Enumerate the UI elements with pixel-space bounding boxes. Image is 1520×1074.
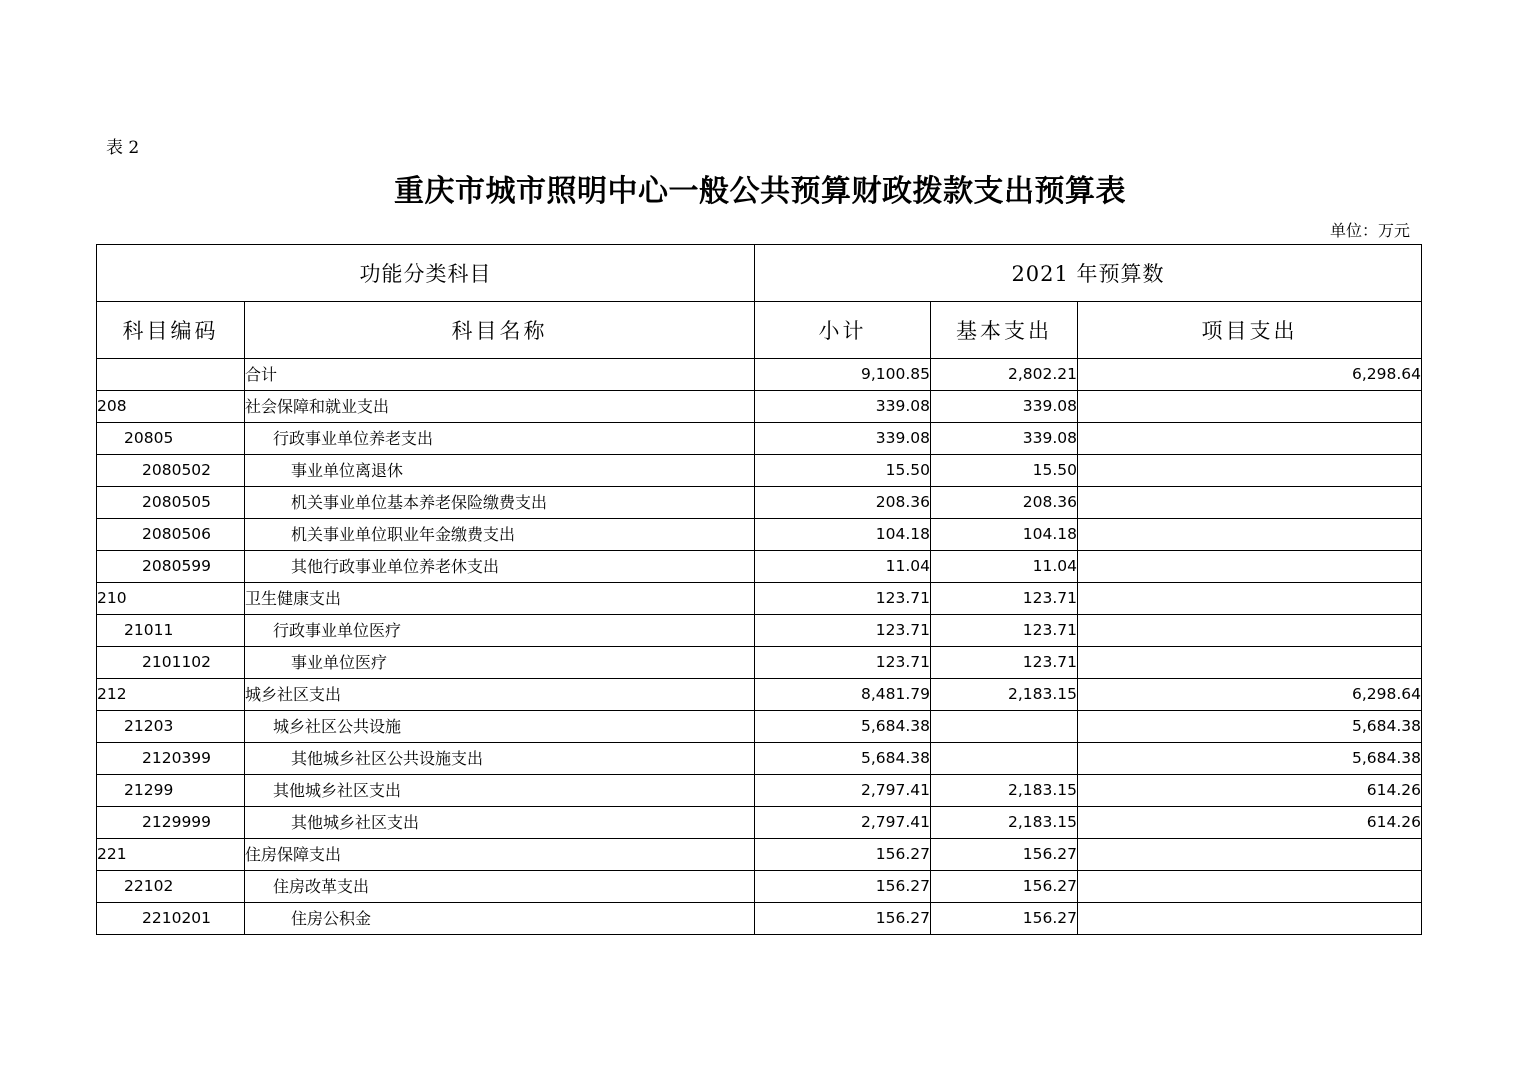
row-code: 221	[97, 839, 245, 871]
table-body	[97, 359, 1422, 935]
row-code: 21203	[97, 711, 245, 743]
row-name: 其他城乡社区支出	[245, 775, 755, 807]
row-project	[1078, 615, 1422, 647]
row-basic: 208.36	[931, 487, 1078, 519]
row-name: 社会保障和就业支出	[245, 391, 755, 423]
table-row	[97, 519, 1422, 551]
row-basic	[931, 711, 1078, 743]
header-row-group	[97, 245, 1422, 302]
header-row-columns	[97, 302, 1422, 359]
row-name: 卫生健康支出	[245, 583, 755, 615]
row-subtotal: 339.08	[755, 423, 931, 455]
table-row	[97, 583, 1422, 615]
row-subtotal: 156.27	[755, 871, 931, 903]
row-project: 5,684.38	[1078, 711, 1422, 743]
row-name: 其他城乡社区公共设施支出	[245, 743, 755, 775]
row-code: 2080599	[97, 551, 245, 583]
row-project	[1078, 903, 1422, 935]
row-basic: 15.50	[931, 455, 1078, 487]
row-basic: 339.08	[931, 391, 1078, 423]
row-project	[1078, 519, 1422, 551]
row-code: 21011	[97, 615, 245, 647]
row-subtotal: 11.04	[755, 551, 931, 583]
table-row	[97, 647, 1422, 679]
row-project	[1078, 839, 1422, 871]
table-row	[97, 679, 1422, 711]
row-subtotal: 156.27	[755, 839, 931, 871]
row-project	[1078, 583, 1422, 615]
row-name: 事业单位医疗	[245, 647, 755, 679]
row-name: 住房保障支出	[245, 839, 755, 871]
header-budget-year: 2021 年预算数	[755, 245, 1422, 302]
row-code: 2210201	[97, 903, 245, 935]
row-subtotal: 208.36	[755, 487, 931, 519]
row-subtotal: 156.27	[755, 903, 931, 935]
table-row	[97, 903, 1422, 935]
row-subtotal: 9,100.85	[755, 359, 931, 391]
row-project: 614.26	[1078, 775, 1422, 807]
row-basic: 2,183.15	[931, 807, 1078, 839]
row-basic: 156.27	[931, 871, 1078, 903]
budget-table	[96, 244, 1422, 935]
row-code: 2120399	[97, 743, 245, 775]
row-subtotal: 123.71	[755, 583, 931, 615]
header-name: 科目名称	[245, 302, 755, 359]
row-basic: 123.71	[931, 615, 1078, 647]
table-row	[97, 871, 1422, 903]
table-row	[97, 775, 1422, 807]
row-code: 21299	[97, 775, 245, 807]
row-code: 210	[97, 583, 245, 615]
row-code: 212	[97, 679, 245, 711]
row-basic: 123.71	[931, 647, 1078, 679]
row-project	[1078, 455, 1422, 487]
row-project	[1078, 391, 1422, 423]
header-functional-category: 功能分类科目	[97, 245, 755, 302]
table-row	[97, 455, 1422, 487]
row-name: 合计	[245, 359, 755, 391]
row-basic: 156.27	[931, 839, 1078, 871]
row-name: 其他行政事业单位养老休支出	[245, 551, 755, 583]
row-code: 22102	[97, 871, 245, 903]
row-code: 2080506	[97, 519, 245, 551]
row-name: 住房公积金	[245, 903, 755, 935]
row-project	[1078, 487, 1422, 519]
row-basic: 2,802.21	[931, 359, 1078, 391]
unit-label: 单位：万元	[1329, 221, 1410, 240]
row-subtotal: 8,481.79	[755, 679, 931, 711]
row-code: 2080502	[97, 455, 245, 487]
table-row	[97, 487, 1422, 519]
row-basic: 2,183.15	[931, 775, 1078, 807]
row-project	[1078, 647, 1422, 679]
row-subtotal: 339.08	[755, 391, 931, 423]
row-name: 住房改革支出	[245, 871, 755, 903]
table-row	[97, 551, 1422, 583]
row-name: 城乡社区支出	[245, 679, 755, 711]
row-subtotal: 5,684.38	[755, 711, 931, 743]
table-row	[97, 839, 1422, 871]
row-basic: 104.18	[931, 519, 1078, 551]
row-name: 行政事业单位养老支出	[245, 423, 755, 455]
row-code: 2101102	[97, 647, 245, 679]
row-subtotal: 104.18	[755, 519, 931, 551]
row-code: 2129999	[97, 807, 245, 839]
row-name: 其他城乡社区支出	[245, 807, 755, 839]
row-project: 614.26	[1078, 807, 1422, 839]
row-code: 208	[97, 391, 245, 423]
row-name: 事业单位离退休	[245, 455, 755, 487]
row-subtotal: 5,684.38	[755, 743, 931, 775]
table-row	[97, 423, 1422, 455]
table-row	[97, 807, 1422, 839]
header-basic: 基本支出	[931, 302, 1078, 359]
row-project: 5,684.38	[1078, 743, 1422, 775]
header-code: 科目编码	[97, 302, 245, 359]
header-project: 项目支出	[1078, 302, 1422, 359]
row-basic: 11.04	[931, 551, 1078, 583]
row-project	[1078, 423, 1422, 455]
header-subtotal: 小计	[755, 302, 931, 359]
row-basic: 156.27	[931, 903, 1078, 935]
row-basic: 339.08	[931, 423, 1078, 455]
row-subtotal: 2,797.41	[755, 807, 931, 839]
row-project: 6,298.64	[1078, 679, 1422, 711]
table-label: 表 2	[106, 138, 140, 158]
row-subtotal: 123.71	[755, 615, 931, 647]
row-basic: 123.71	[931, 583, 1078, 615]
table-row	[97, 615, 1422, 647]
row-subtotal: 2,797.41	[755, 775, 931, 807]
row-code: 20805	[97, 423, 245, 455]
row-subtotal: 123.71	[755, 647, 931, 679]
table-row	[97, 711, 1422, 743]
row-project: 6,298.64	[1078, 359, 1422, 391]
row-project	[1078, 551, 1422, 583]
row-code	[97, 359, 245, 391]
table-row	[97, 391, 1422, 423]
row-code: 2080505	[97, 487, 245, 519]
row-basic: 2,183.15	[931, 679, 1078, 711]
row-name: 机关事业单位基本养老保险缴费支出	[245, 487, 755, 519]
row-name: 城乡社区公共设施	[245, 711, 755, 743]
row-name: 行政事业单位医疗	[245, 615, 755, 647]
table-row	[97, 743, 1422, 775]
table-row	[97, 359, 1422, 391]
document-title: 重庆市城市照明中心一般公共预算财政拨款支出预算表	[394, 174, 1126, 209]
row-name: 机关事业单位职业年金缴费支出	[245, 519, 755, 551]
row-subtotal: 15.50	[755, 455, 931, 487]
row-project	[1078, 871, 1422, 903]
row-basic	[931, 743, 1078, 775]
